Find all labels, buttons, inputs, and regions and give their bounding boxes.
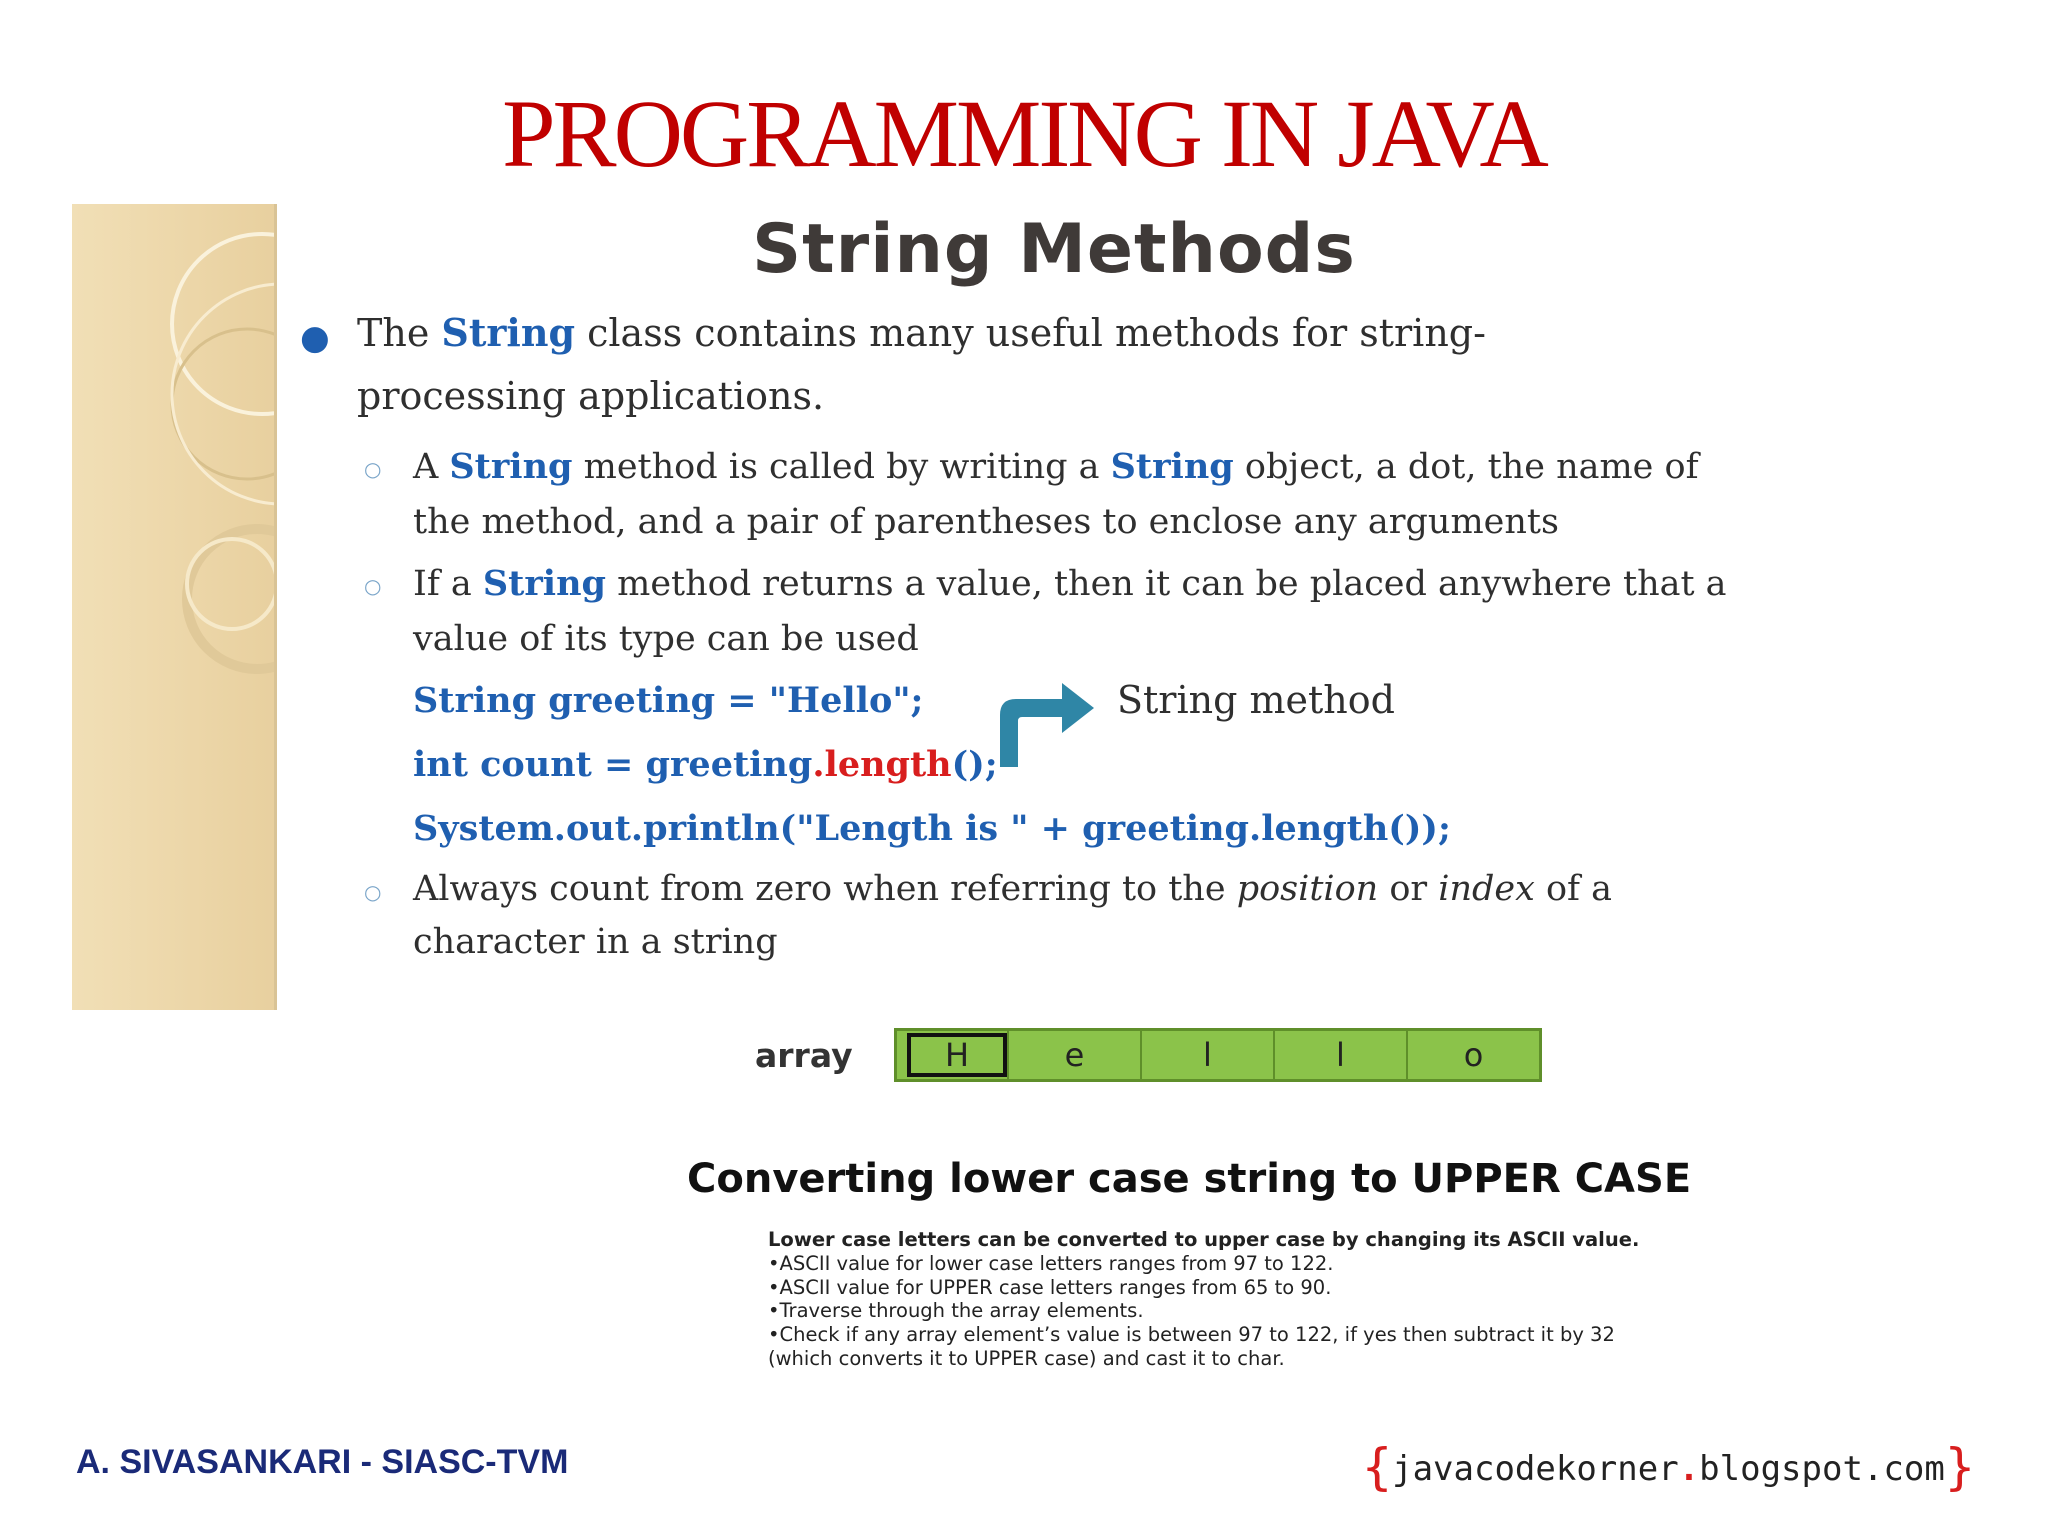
decorative-sidebar: [72, 204, 277, 1010]
brace-open: {: [1362, 1438, 1393, 1496]
callout-label: String method: [1117, 678, 1395, 722]
keyword-string: String: [482, 563, 607, 604]
text-segment: class contains many useful methods for string-: [575, 311, 1486, 355]
site-dot: .: [1678, 1449, 1700, 1489]
highlighted-method: .length: [812, 744, 952, 785]
sub-bullet-2-line-1: [413, 563, 1727, 604]
keyword-string: String: [1110, 446, 1234, 487]
array-cell: e: [1007, 1031, 1140, 1079]
sub-bullet-3-line-2: character in a string: [413, 922, 778, 962]
keyword-string: String: [441, 310, 576, 355]
swirl-decoration: [72, 204, 274, 1010]
code-segment: ();: [951, 744, 998, 785]
convert-note-line: •ASCII value for UPPER case letters ranges from 65 to 90.: [768, 1276, 1332, 1299]
convert-heading: Converting lower case string to UPPER CASE: [687, 1156, 1692, 1202]
code-line-3: System.out.println("Length is " + greeting.length());: [413, 808, 1451, 849]
code-segment: int count = greeting: [413, 744, 813, 785]
sub-bullet-3-line-1: [413, 869, 1612, 909]
array-cell: l: [1140, 1031, 1273, 1079]
array-diagram: [894, 1028, 1542, 1082]
page-title: PROGRAMMING IN JAVA: [502, 80, 1546, 187]
brace-close: }: [1944, 1438, 1975, 1496]
text-segment: of a: [1534, 869, 1613, 909]
sub-bullet-marker: ○: [364, 880, 382, 904]
text-segment: The: [357, 311, 442, 355]
text-segment: method is called by writing a: [572, 447, 1111, 487]
bullet-dot: ●: [300, 318, 330, 358]
callout-arrow-icon: [992, 675, 1102, 775]
convert-note-line: Lower case letters can be converted to upper case by changing its ASCII value.: [768, 1228, 1640, 1251]
array-label: array: [755, 1036, 853, 1075]
sub-bullet-marker: ○: [364, 457, 382, 481]
text-segment: or: [1378, 869, 1439, 909]
convert-note-line: •ASCII value for lower case letters ranges from 97 to 122.: [768, 1252, 1334, 1275]
site-text: blogspot.com: [1699, 1449, 1945, 1489]
sub-bullet-1-line-2: the method, and a pair of parentheses to enclose any arguments: [413, 502, 1559, 542]
convert-note-line: (which converts it to UPPER case) and cast it to char.: [768, 1347, 1285, 1370]
text-segment: object, a dot, the name of: [1233, 447, 1699, 487]
keyword-string: String: [449, 446, 573, 487]
array-cell: l: [1273, 1031, 1406, 1079]
text-segment: A: [413, 447, 450, 487]
convert-note-line: •Check if any array element’s value is between 97 to 122, if yes then subtract it by 32: [768, 1323, 1615, 1346]
text-segment: If a: [413, 564, 483, 604]
site-watermark: [1362, 1438, 1975, 1496]
code-line-1: String greeting = "Hello";: [413, 680, 924, 721]
code-line-2: [413, 744, 998, 785]
emphasis-text: position: [1236, 869, 1379, 909]
sub-bullet-marker: ○: [364, 574, 382, 598]
bullet-1-line-2: processing applications.: [357, 374, 825, 418]
author-credit: A. SIVASANKARI - SIASC-TVM: [76, 1443, 569, 1481]
text-segment: Always count from zero when referring to the: [413, 869, 1237, 909]
site-text: javacodekorner: [1392, 1449, 1679, 1489]
convert-note-line: •Traverse through the array elements.: [768, 1299, 1144, 1322]
slide-heading: String Methods: [752, 210, 1356, 289]
sub-bullet-2-line-2: value of its type can be used: [413, 619, 919, 659]
bullet-1-line-1: [357, 310, 1486, 355]
array-cell: H: [907, 1033, 1007, 1077]
sub-bullet-1-line-1: [413, 446, 1699, 487]
array-cell: o: [1406, 1031, 1539, 1079]
emphasis-text: index: [1438, 869, 1535, 909]
text-segment: method returns a value, then it can be placed anywhere that a: [606, 564, 1727, 604]
